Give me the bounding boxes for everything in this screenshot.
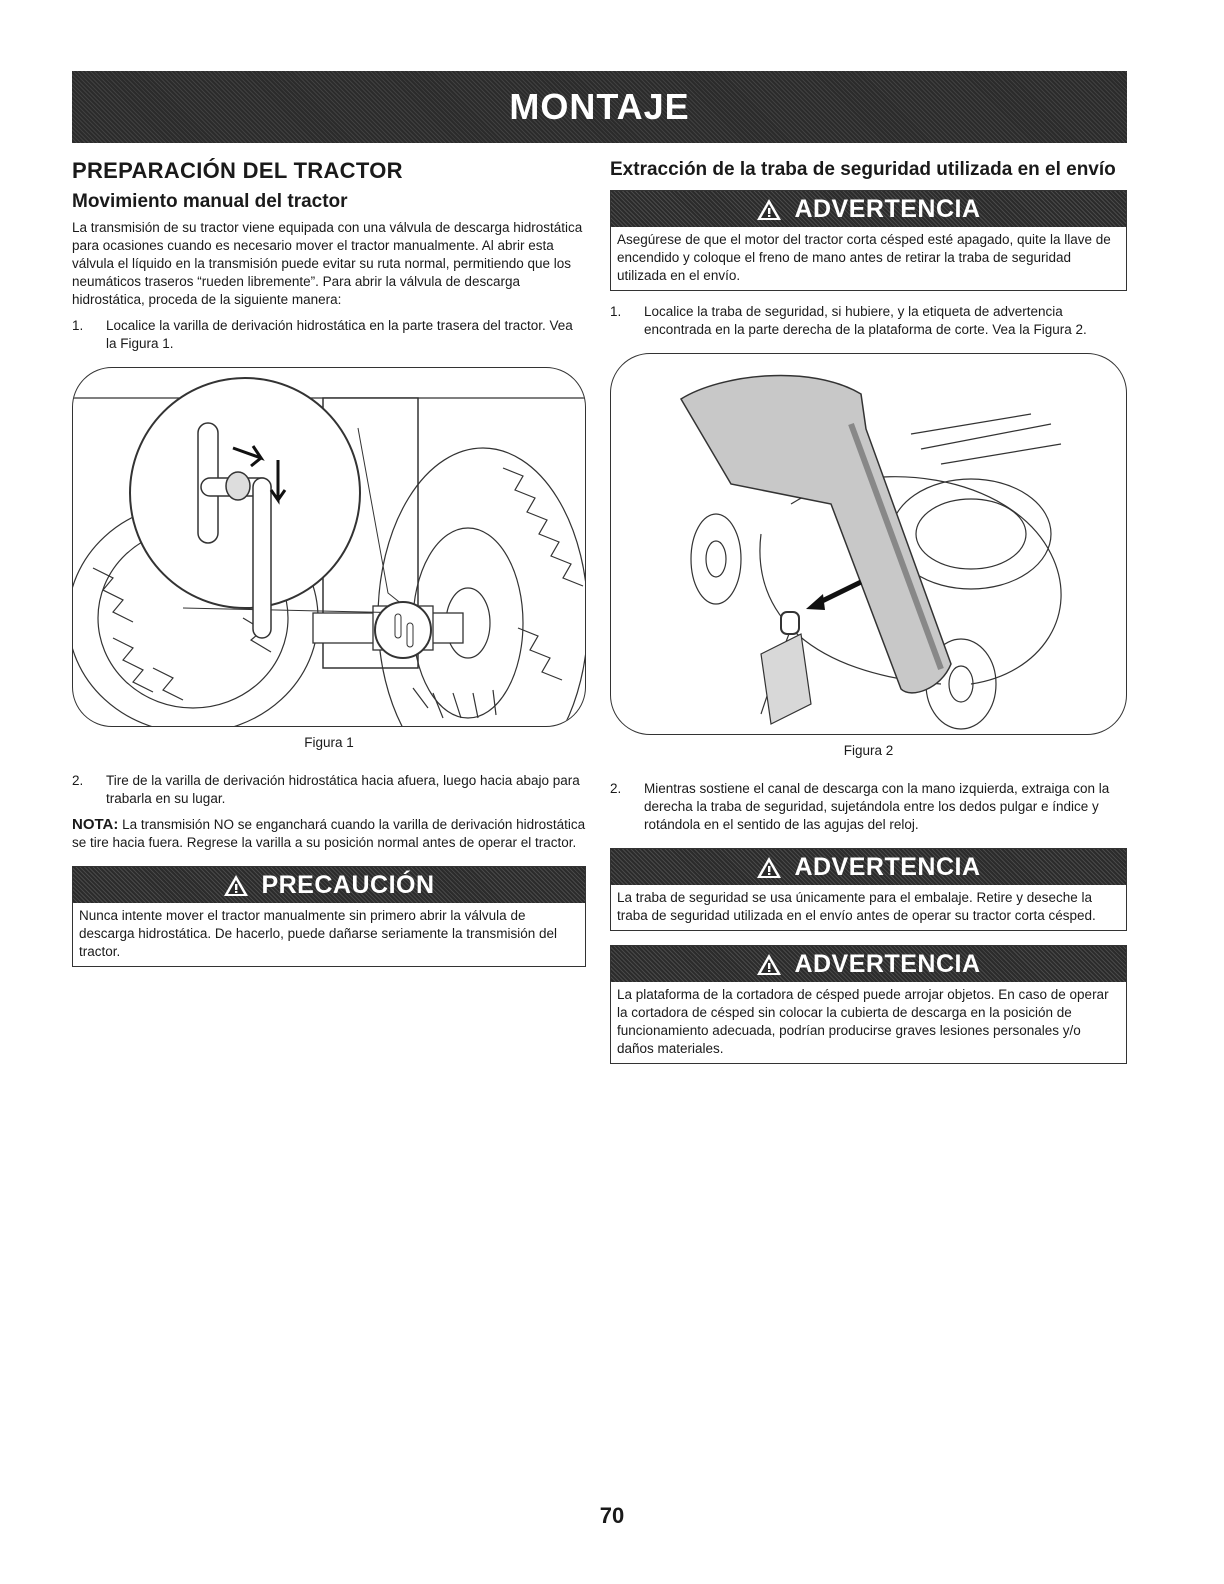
step-number: 2. [610, 781, 622, 796]
figure-1-illustration [73, 368, 585, 726]
page-number: 70 [599, 1503, 625, 1528]
warning-header-2 [611, 849, 1126, 885]
warning-text-3: La plataforma de la cortadora de césped puede arrojar objetos. En caso de operar la cortadora de césped sin colocar la cubierta de descarga en la posición de funcionamiento adecuada, podrían producirse graves lesiones personales y/o daños materiales. [617, 987, 1109, 1056]
note-paragraph [72, 816, 586, 852]
warning-title-1: ADVERTENCIA [794, 194, 981, 223]
step-text: Tire de la varilla de derivación hidrostática hacia afuera, luego hacia abajo para trabarla en su lugar. [106, 773, 580, 806]
warning-header-1 [611, 191, 1126, 227]
step-text: Mientras sostiene el canal de descarga con la mano izquierda, extraiga con la derecha la traba de seguridad, sujetándola entre los dedos pulgar e índice y rotándola en el sentido de las agujas del reloj. [644, 781, 1110, 832]
step-number: 2. [72, 773, 84, 788]
step-number: 1. [610, 304, 622, 319]
warning-triangle-icon [756, 953, 782, 976]
step-2-right [610, 780, 1127, 834]
step-text: Localice la traba de seguridad, si hubiere, y la etiqueta de advertencia encontrada en la parte derecha de la plataforma de corte. Vea la Figura 2. [644, 304, 1087, 337]
caution-text: Nunca intente mover el tractor manualmente sin primero abrir la válvula de descarga hidrostática. De hacerlo, puede dañarse seriamente la transmisión del tractor. [79, 908, 558, 959]
warning-text-1: Asegúrese de que el motor del tractor corta césped esté apagado, quite la llave de encendido y coloque el freno de mano antes de retirar la traba de seguridad utilizada en el envío. [617, 232, 1111, 283]
banner-title: MONTAJE [509, 86, 690, 127]
step-number: 1. [72, 318, 84, 333]
section-heading: PREPARACIÓN DEL TRACTOR [72, 158, 403, 183]
caution-title: PRECAUCIÓN [261, 870, 435, 899]
warning-header-3 [611, 946, 1126, 982]
figure-2 [610, 353, 1127, 735]
warning-title-2: ADVERTENCIA [794, 852, 981, 881]
right-column [610, 158, 1127, 1064]
figure-1 [72, 367, 586, 727]
section-heading-right: Extracción de la traba de seguridad utilizada en el envío [610, 159, 1116, 180]
step-1-right [610, 303, 1127, 339]
warning-title-3: ADVERTENCIA [794, 949, 981, 978]
intro-paragraph: La transmisión de su tractor viene equipada con una válvula de descarga hidrostática para ocasiones cuando es necesario mover el tractor manualmente. Al abrir esta válvula el líquido en la transmisión puede evitar su ruta normal, permitiendo que los neumáticos traseros “rueden libremente”. Para abrir la válvula de descarga hidrostática, proceda de la siguiente manera: [72, 220, 583, 307]
warning-text-2: La traba de seguridad se usa únicamente para el embalaje. Retire y deseche la traba de seguridad utilizada en el envío antes de operar su tractor corta césped. [617, 890, 1096, 923]
caution-box [72, 866, 586, 967]
note-text: La transmisión NO se enganchará cuando la varilla de derivación hidrostática se tire hacia fuera. Regrese la varilla a su posición normal antes de operar el tractor. [72, 817, 586, 850]
warning-triangle-icon [756, 198, 782, 221]
caution-header [73, 867, 585, 903]
step-1 [72, 317, 586, 353]
warning-box-1 [610, 190, 1127, 291]
step-2 [72, 772, 586, 808]
warning-box-2 [610, 848, 1127, 931]
left-column [72, 158, 586, 967]
section-banner [72, 71, 1127, 143]
warning-triangle-icon [756, 856, 782, 879]
warning-box-3 [610, 945, 1127, 1064]
note-label: NOTA: [72, 816, 119, 833]
figure-2-illustration [611, 354, 1126, 734]
step-text: Localice la varilla de derivación hidrostática en la parte trasera del tractor. Vea la Figura 1. [106, 318, 573, 351]
warning-triangle-icon [223, 874, 249, 897]
subsection-heading: Movimiento manual del tractor [72, 191, 348, 212]
figure-1-caption: Figura 1 [304, 735, 354, 750]
figure-2-caption: Figura 2 [843, 743, 894, 758]
